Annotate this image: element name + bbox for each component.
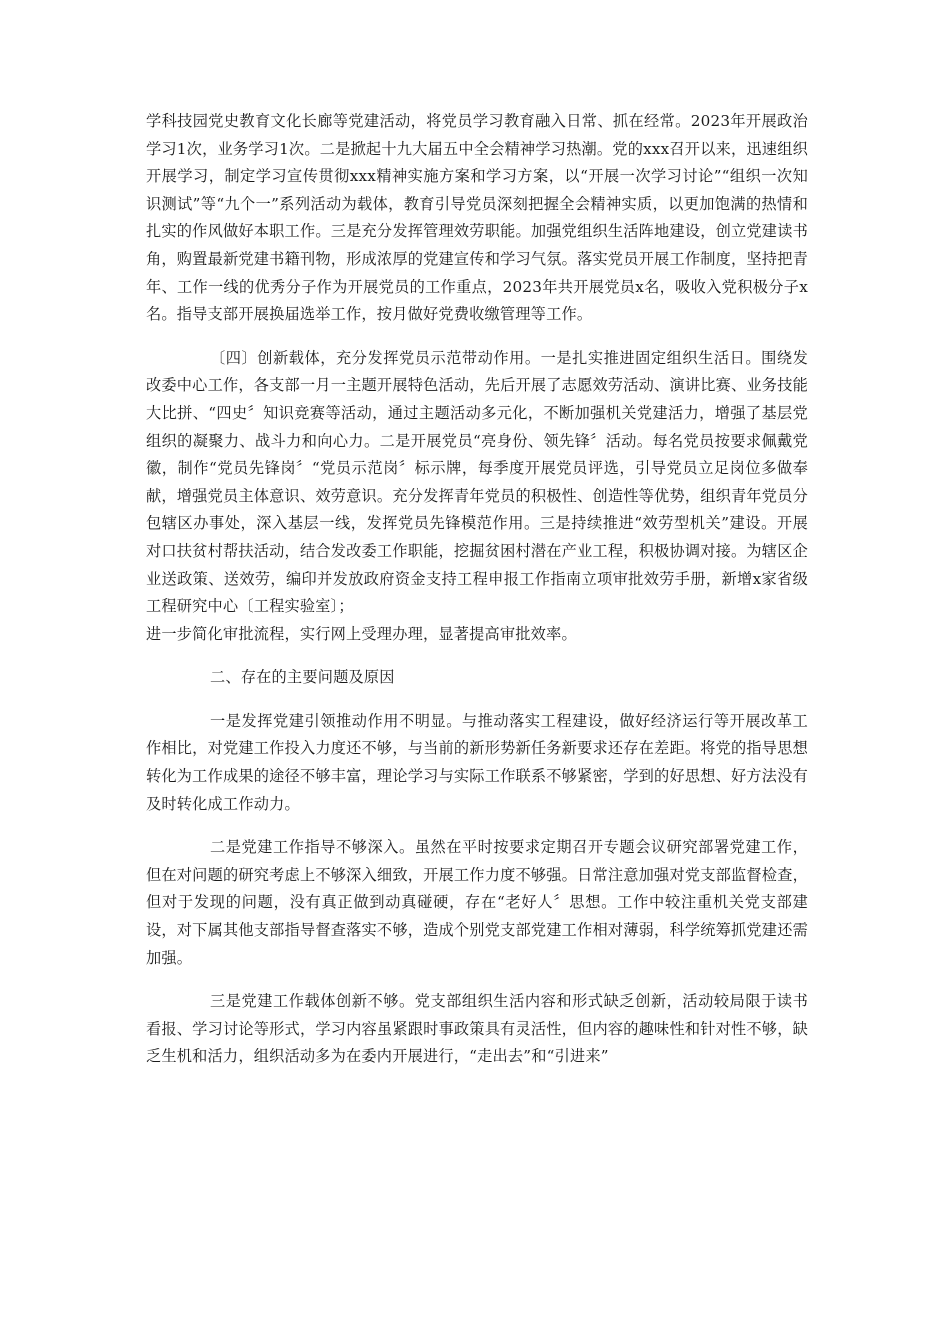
paragraph-problem-three: 三是党建工作载体创新不够。党支部组织生活内容和形式缺乏创新，活动较局限于读书看报、学习讨论等形式，学习内容虽紧跟时事政策具有灵活性，但内容的趣味性和针对性不够，缺乏生机和活力，组织活动多为在委内开展进行，“走出去”和“引进来” — [146, 992, 808, 1066]
paragraph-problem-two: 二是党建工作指导不够深入。虽然在平时按要求定期召开专题会议研究部署党建工作，但在对问题的研究考虑上不够深入细致，开展工作力度不够强。日常注意加强对党支部监督检查，但对于发现的问题，没有真正做到动真碰硬，存在“老好人〞思想。工作中较注重机关党支部建设，对下属其他支部指导督查落实不够，造成个别党支部党建工作相对薄弱，科学统筹抓党建还需加强。 — [146, 838, 808, 967]
paragraph-section-four: 〔四〕创新载体，充分发挥党员示范带动作用。一是扎实推进固定组织生活日。围绕发改委中心工作，各支部一月一主题开展特色活动，先后开展了志愿效劳活动、演讲比赛、业务技能大比拼、“四史〞知识竞赛等活动，通过主题活动多元化，不断加强机关党建活力，增强了基层党组织的凝聚力、战斗力和向心力。二是开展党员“亮身份、领先锋〞活动。每名党员按要求佩戴党徽，制作“党员先锋岗〞“党员示范岗〞标示牌，每季度开展党员评选，引导党员立足岗位多做奉献，增强党员主体意识、效劳意识。充分发挥青年党员的积极性、创造性等优势，组织青年党员分包辖区办事处，深入基层一线，发挥党员先锋模范作用。三是持续推进“效劳型机关”建设。开展对口扶贫村帮扶活动，结合发改委工作职能，挖掘贫困村潜在产业工程，积极协调对接。为辖区企业送政策、送效劳，编印并发放政府资金支持工程申报工作指南立项审批效劳手册，新增x家省级工程研究中心〔工程实验室〕； — [146, 348, 808, 616]
paragraph-continuation: 学科技园党史教育文化长廊等党建活动，将党员学习教育融入日常、抓在经常。2023年开展政治学习1次，业务学习1次。二是掀起十九大届五中全会精神学习热潮。党的xxx召开以来，迅速组织开展学习，制定学习宣传贯彻xxx精神实施方案和学习方案，以“开展一次学习讨论”“组织一次知识测试”等“九个一”系列活动为载体，教育引导党员深刻把握全会精神实质，以更加饱满的热情和扎实的作风做好本职工作。三是充分发挥管理效劳职能。加强党组织生活阵地建设，创立党建读书角，购置最新党建书籍刊物，形成浓厚的党建宣传和学习气氛。落实党员开展工作制度，坚持把青年、工作一线的优秀分子作为开展党员的工作重点，2023年共开展党员x名，吸收入党积极分子x名。指导支部开展换届选举工作，按月做好党费收缴管理等工作。 — [146, 112, 808, 324]
document-body — [146, 108, 808, 1071]
paragraph-approval-efficiency: 进一步简化审批流程，实行网上受理办理，显著提高审批效率。 — [146, 624, 577, 643]
paragraph-problem-one: 一是发挥党建引领推动作用不明显。与推动落实工程建设，做好经济运行等开展改革工作相比，对党建工作投入力度还不够，与当前的新形势新任务新要求还存在差距。将党的指导思想转化为工作成果的途径不够丰富，理论学习与实际工作联系不够紧密，学到的好思想、好方法没有及时转化成工作动力。 — [146, 711, 808, 813]
section-heading-problems: 二、存在的主要问题及原因 — [210, 668, 395, 687]
